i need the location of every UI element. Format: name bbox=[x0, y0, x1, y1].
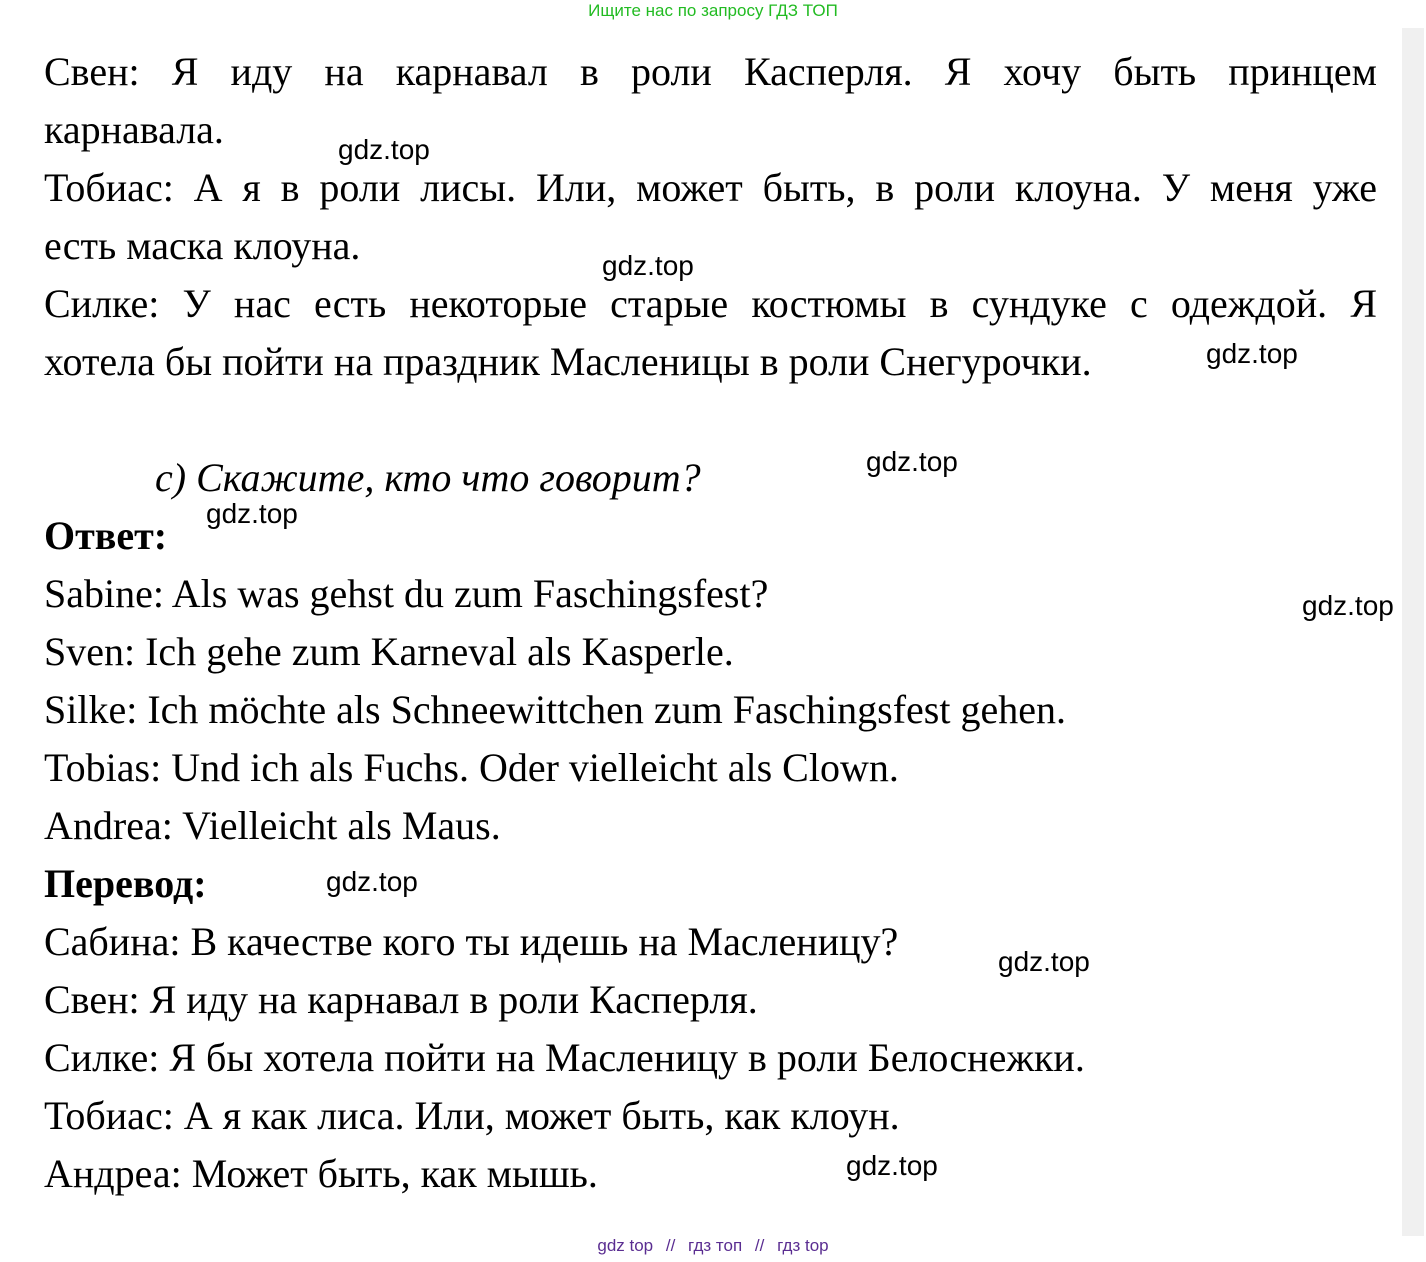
top-banner: Ищите нас по запросу ГДЗ ТОП bbox=[588, 1, 838, 20]
translation-line-2: Свен: Я иду на карнавал в роли Касперля. bbox=[44, 977, 758, 1022]
footer-link-1[interactable]: gdz top bbox=[597, 1236, 654, 1255]
watermark: gdz.top bbox=[846, 1150, 938, 1181]
watermark: gdz.top bbox=[602, 250, 694, 281]
task-title: с) Скажите, кто что говорит? bbox=[155, 455, 701, 500]
translation-line-3: Силке: Я бы хотела пойти на Масленицу в роли Белоснежки. bbox=[44, 1035, 1085, 1080]
footer-link-3[interactable]: гдз top bbox=[777, 1236, 829, 1255]
footer-separator: // bbox=[665, 1236, 676, 1255]
answer-heading: Ответ: bbox=[44, 513, 168, 558]
translation-line-5: Андреа: Может быть, как мышь. bbox=[44, 1151, 598, 1196]
watermark: gdz.top bbox=[326, 866, 418, 897]
text-line-5: Силке: У нас есть некоторые старые костюмы в сундуке с одеждой. Я bbox=[44, 281, 1377, 326]
text-line-1: Свен: Я иду на карнавал в роли Касперля. Я хочу быть принцем bbox=[44, 49, 1377, 94]
watermark: gdz.top bbox=[866, 446, 958, 477]
answer-line-1: Sabine: Als was gehst du zum Faschingsfest? bbox=[44, 571, 769, 616]
scrollbar[interactable] bbox=[1402, 28, 1424, 1236]
footer-links bbox=[0, 1236, 1426, 1256]
text-line-4: есть маска клоуна. bbox=[44, 223, 361, 268]
watermark: gdz.top bbox=[1206, 338, 1298, 369]
answer-line-3: Silke: Ich möchte als Schneewittchen zum Faschingsfest gehen. bbox=[44, 687, 1066, 732]
answer-line-5: Andrea: Vielleicht als Maus. bbox=[44, 803, 501, 848]
footer-link-2[interactable]: гдз топ bbox=[688, 1236, 743, 1255]
watermark: gdz.top bbox=[1302, 590, 1394, 621]
translation-line-1: Сабина: В качестве кого ты идешь на Масленицу? bbox=[44, 919, 899, 964]
translation-line-4: Тобиас: А я как лиса. Или, может быть, как клоун. bbox=[44, 1093, 900, 1138]
answer-line-4: Tobias: Und ich als Fuchs. Oder vielleicht als Clown. bbox=[44, 745, 899, 790]
watermark: gdz.top bbox=[998, 946, 1090, 977]
watermark: gdz.top bbox=[338, 134, 430, 165]
translation-heading: Перевод: bbox=[44, 861, 207, 906]
watermark: gdz.top bbox=[206, 498, 298, 529]
answer-line-2: Sven: Ich gehe zum Karneval als Kasperle. bbox=[44, 629, 734, 674]
text-line-3: Тобиас: А я в роли лисы. Или, может быть, в роли клоуна. У меня уже bbox=[44, 165, 1377, 210]
footer-separator: // bbox=[754, 1236, 765, 1255]
text-line-6: хотела бы пойти на праздник Масленицы в роли Снегурочки. bbox=[44, 339, 1092, 384]
text-line-2: карнавала. bbox=[44, 107, 224, 152]
